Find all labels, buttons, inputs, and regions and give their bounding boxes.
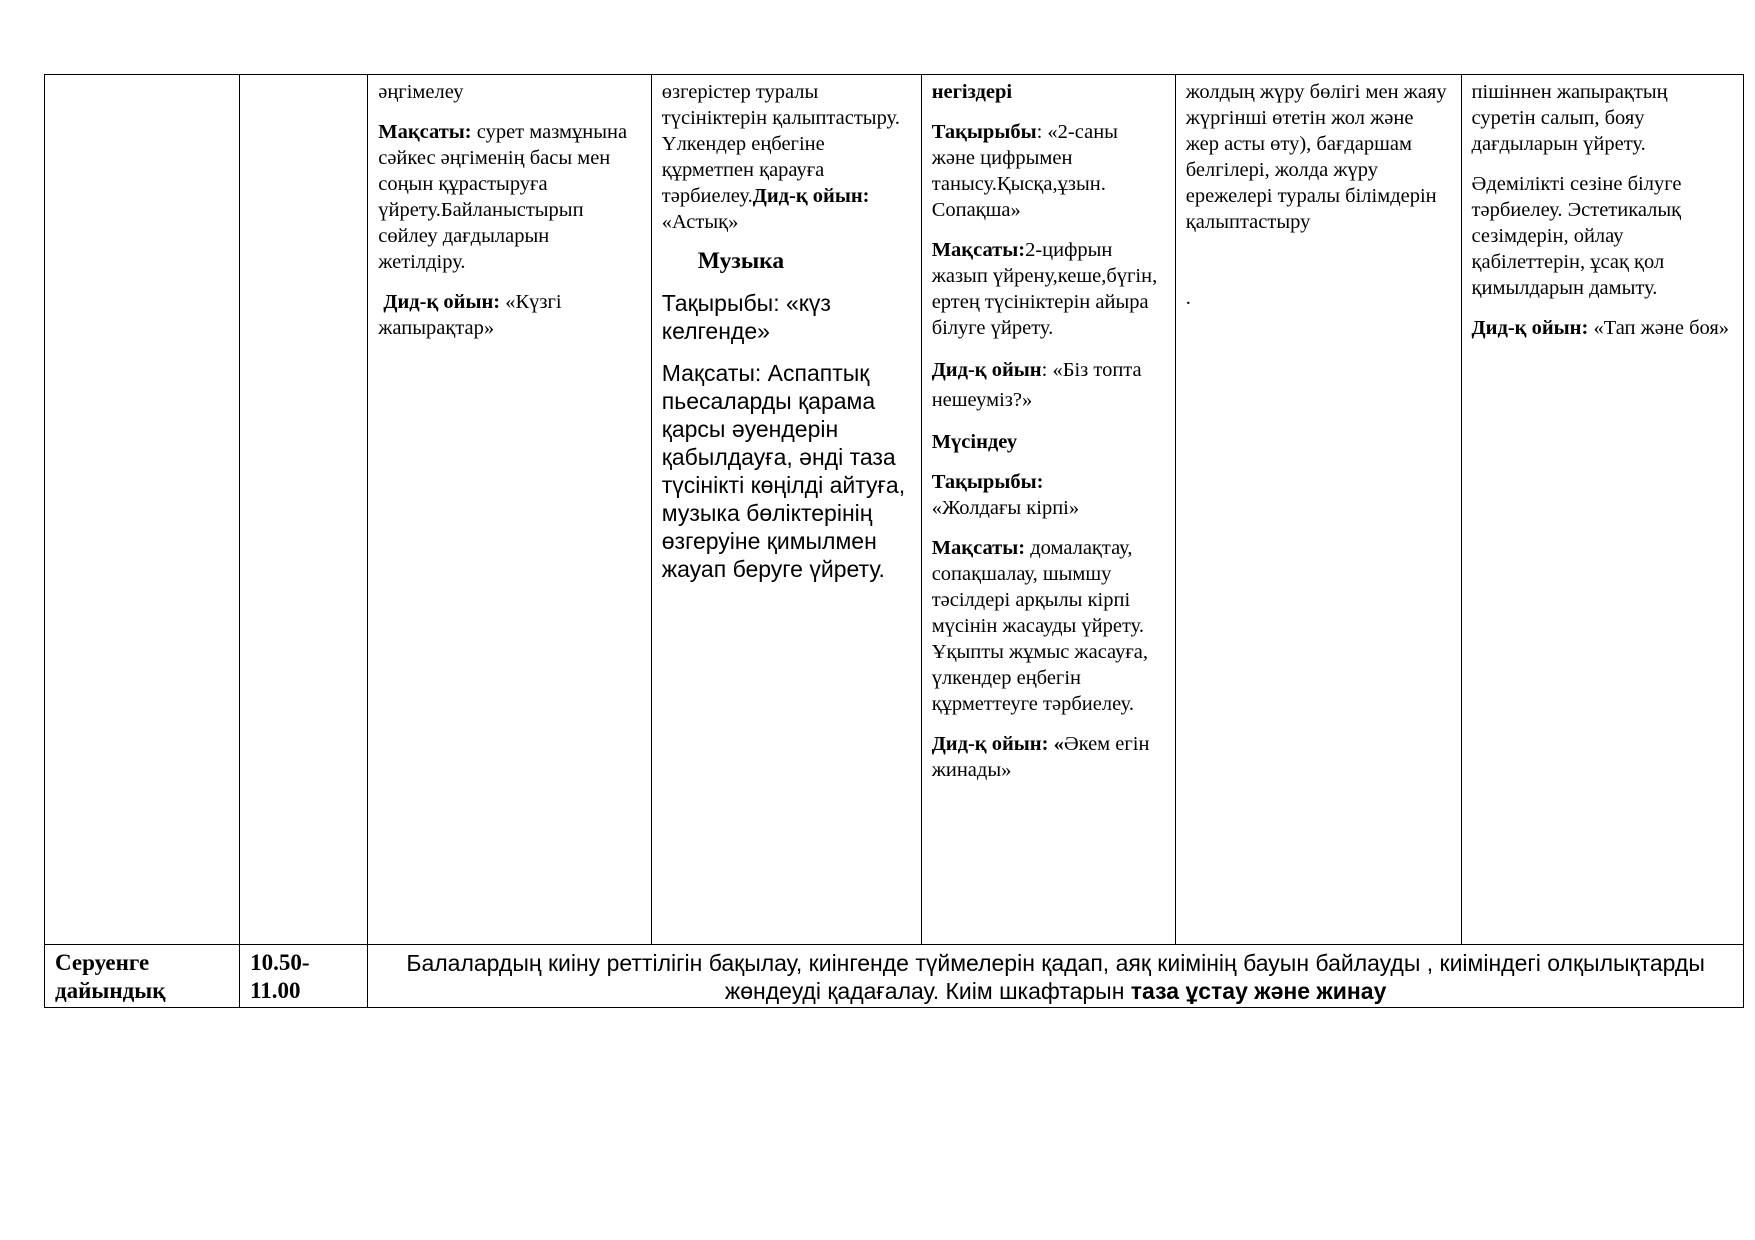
dot-text: . bbox=[1185, 287, 1191, 309]
goal-paragraph bbox=[932, 237, 1165, 341]
sculpt-game-text: Әкем егін жинады» bbox=[931, 733, 1150, 781]
sculpt-game-paragraph bbox=[932, 731, 1165, 783]
nature-music-cell bbox=[651, 75, 921, 945]
table-row bbox=[45, 945, 1744, 1008]
traffic-cell bbox=[1175, 75, 1461, 945]
goal-paragraph bbox=[378, 119, 641, 275]
game-paragraph bbox=[378, 289, 641, 341]
sculpt-goal-paragraph bbox=[932, 535, 1165, 717]
game-label: Дид-қ ойын bbox=[931, 359, 1042, 381]
table-row bbox=[45, 75, 1744, 945]
game-text: «Тап және боя» bbox=[1588, 317, 1730, 339]
drawing-cell bbox=[1461, 75, 1743, 945]
cell-heading bbox=[932, 79, 1165, 105]
sculpt-game-label: Дид-қ ойын: « bbox=[931, 733, 1064, 755]
sculpt-goal-label: Мақсаты: bbox=[931, 537, 1026, 559]
game-label: Дид-қ ойын: bbox=[1471, 317, 1589, 339]
topic-label: Тақырыбы bbox=[931, 121, 1037, 143]
speech-cell bbox=[368, 75, 652, 945]
sculpt-heading-text: Мүсіндеу bbox=[931, 431, 1018, 453]
sculpt-topic-paragraph bbox=[932, 469, 1165, 521]
description-text: Балалардың киіну реттілігін бақылау, киінгенде түймелерін қадап, аяқ киімінің бауын байлауды , киіміндегі олқылықтарды жөндеуді қадағалау. Киім шкафтарын bbox=[406, 950, 1705, 1004]
music-topic: Тақырыбы: «күз келгенде» bbox=[661, 290, 831, 344]
game-text: : «Біз топта нешеуміз?» bbox=[931, 359, 1142, 411]
music-goal: Мақсаты: Аспаптық пьесаларды қарама қарсы әуендерін қабылдауға, әнді таза түсінікті көңілді айтуға, музыка бөліктерінің өзгеруіне қимылмен жауап беруге үйрету. bbox=[661, 360, 906, 582]
plan-table bbox=[44, 74, 1744, 1008]
sculpt-goal-text: домалақтау, сопақшалау, шымшу тәсілдері арқылы кірпі мүсінін жасауды үйрету. Ұқыпты жұмыс жасауға, үлкендер еңбегін құрметтеуге тәрбиелеу. bbox=[931, 537, 1148, 715]
cell-text: Әдемілікті сезіне білуге тәрбиелеу. Эстетикалық сезімдерін, ойлау қабілеттерін, ұсақ қол қимылдарын дамыту. bbox=[1471, 173, 1682, 299]
cell-text: әңгімелеу bbox=[378, 81, 464, 103]
goal-label: Мақсаты: bbox=[931, 239, 1026, 261]
topic-paragraph bbox=[932, 119, 1165, 223]
game-text: «Астық» bbox=[661, 211, 739, 233]
sculpt-topic-text: «Жолдағы кірпі» bbox=[931, 497, 1080, 519]
topic-text: : «2-саны және цифрымен танысу.Қысқа,ұзын. Сопақша» bbox=[931, 121, 1118, 221]
description-bold-text: таза ұстау және жинау bbox=[1130, 978, 1387, 1004]
row-title: Серуенге дайындық bbox=[45, 945, 240, 1008]
row-description bbox=[368, 945, 1744, 1008]
cell-text: жолдың жүру бөлігі мен жаяу жүргінші өтетін жол және жер асты өту), бағдаршам белгілері, жолда жүру ережелері туралы білімдерін қалыптастыру bbox=[1185, 81, 1447, 233]
game-paragraph bbox=[1472, 315, 1733, 341]
math-sculpt-cell bbox=[921, 75, 1175, 945]
goal-text: сурет мазмұнына сәйкес әңгіменің басы мен соңын құрастыруға үйрету.Байланыстырып сөйлеу дағдыларын жетілдіру. bbox=[378, 121, 628, 273]
game-label: Дид-қ ойын: bbox=[383, 291, 501, 313]
game-label: Дид-қ ойын: bbox=[752, 185, 870, 207]
goal-label: Мақсаты: bbox=[378, 121, 472, 143]
empty-cell bbox=[45, 75, 240, 945]
empty-cell bbox=[240, 75, 368, 945]
music-heading: Музыка bbox=[697, 248, 785, 274]
cell-text: пішіннен жапырақтың суретін салып, бояу дағдыларын үйрету. bbox=[1471, 81, 1668, 155]
sculpt-topic-label: Тақырыбы: bbox=[931, 471, 1044, 493]
goal-text: 2-цифрын жазып үйрену,кеше,бүгін, ертең түсініктерін айыра білуге үйрету. bbox=[931, 239, 1158, 339]
game-paragraph bbox=[932, 355, 1165, 415]
row-time: 10.50-11.00 bbox=[240, 945, 368, 1008]
cell-text: негіздері bbox=[931, 81, 1013, 103]
cell-text: өзгерістер туралы түсініктерін қалыптастыру. Үлкендер еңбегіне құрметпен қарауға тәрбиелеу. bbox=[661, 81, 900, 207]
text-paragraph bbox=[662, 79, 911, 235]
game-text: «Күзгі жапырақтар» bbox=[378, 291, 562, 339]
sculpt-heading bbox=[932, 429, 1165, 455]
